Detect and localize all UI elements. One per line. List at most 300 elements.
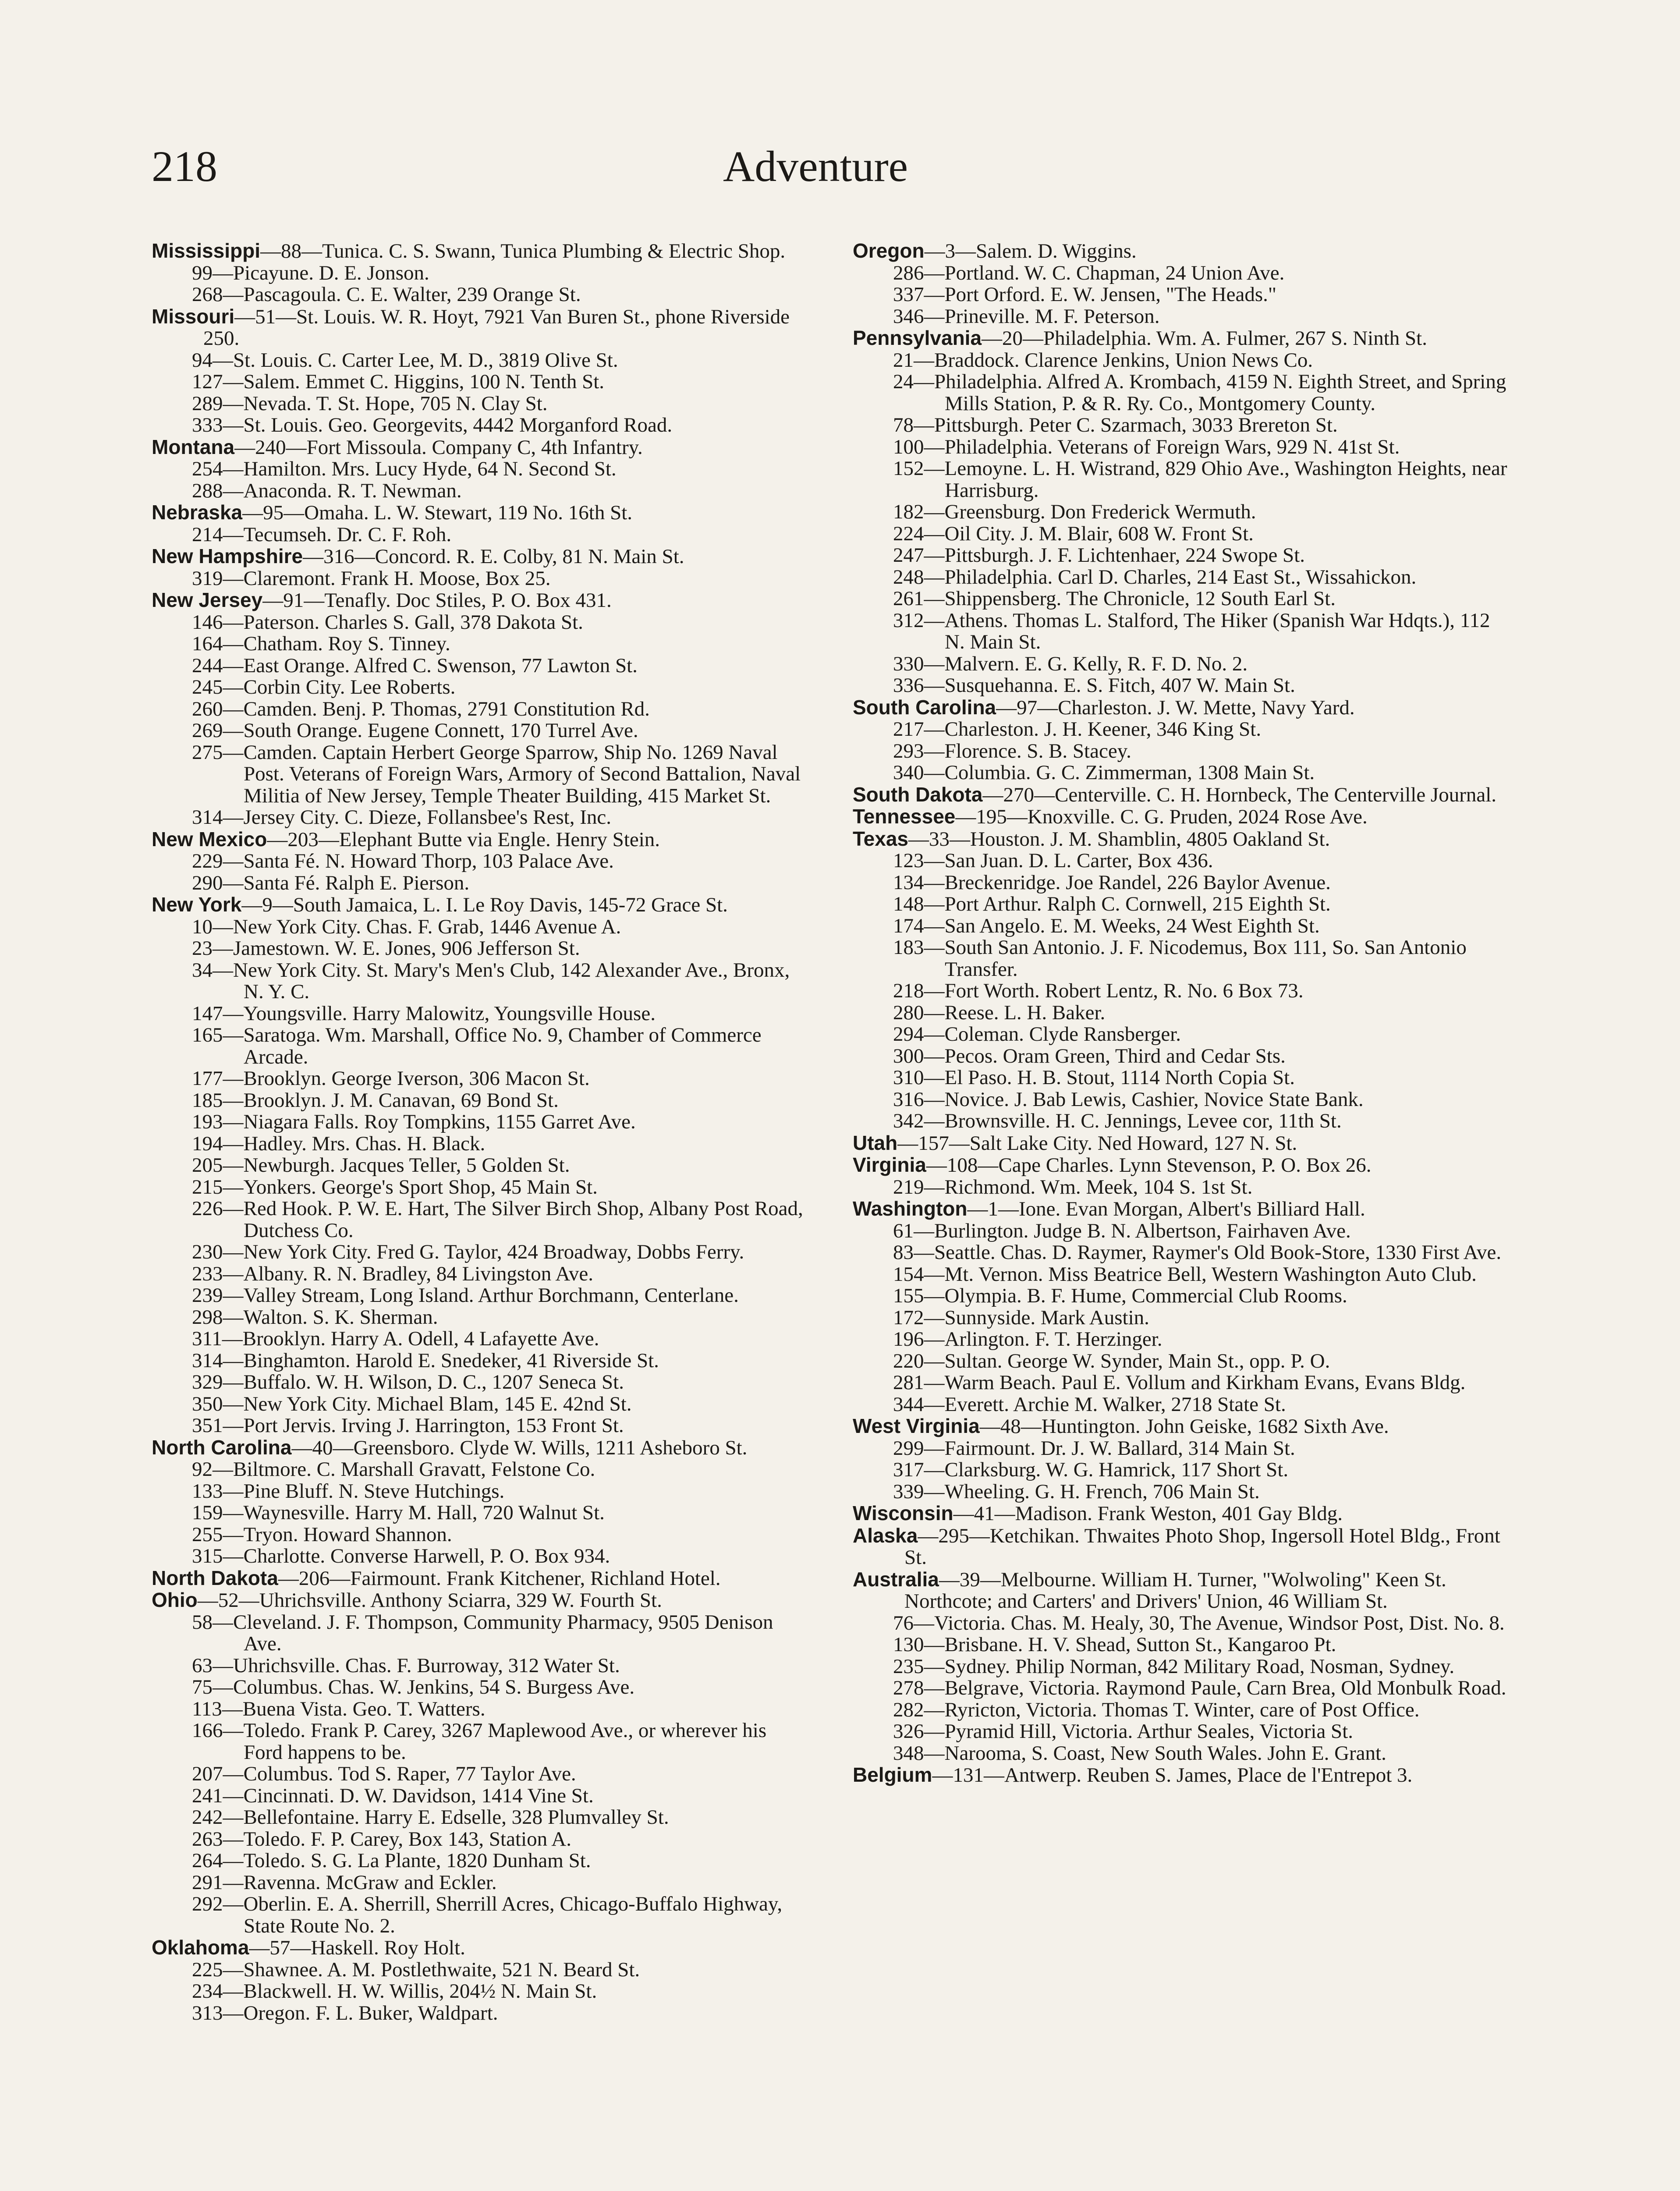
directory-entry bbox=[152, 633, 809, 655]
directory-entry bbox=[853, 762, 1510, 784]
entry-text: 205—Newburgh. Jacques Teller, 5 Golden St. bbox=[192, 1154, 570, 1177]
entry-text: 269—South Orange. Eugene Connett, 170 Turrel Ave. bbox=[192, 719, 638, 742]
entry-text: 218—Fort Worth. Robert Lentz, R. No. 6 Box 73. bbox=[893, 979, 1304, 1002]
entry-text: —20—Philadelphia. Wm. A. Fulmer, 267 S. Ninth St. bbox=[982, 327, 1427, 350]
directory-entry bbox=[853, 371, 1510, 415]
directory-entry bbox=[152, 1068, 809, 1090]
directory-entry bbox=[152, 240, 809, 262]
directory-entry bbox=[853, 806, 1510, 828]
entry-text: 146—Paterson. Charles S. Gall, 378 Dakota St. bbox=[192, 610, 583, 634]
directory-entry bbox=[152, 284, 809, 306]
directory-entry bbox=[853, 1699, 1510, 1721]
entry-text: 113—Buena Vista. Geo. T. Watters. bbox=[192, 1697, 486, 1720]
entry-text: 294—Coleman. Clyde Ransberger. bbox=[893, 1023, 1181, 1046]
state-name: Australia bbox=[853, 1567, 939, 1591]
directory-entry bbox=[853, 1046, 1510, 1067]
directory-entry bbox=[152, 829, 809, 851]
directory-entry bbox=[853, 1089, 1510, 1111]
entry-text: 185—Brooklyn. J. M. Canavan, 69 Bond St. bbox=[192, 1088, 559, 1112]
entry-text: 75—Columbus. Chas. W. Jenkins, 54 S. Burgess Ave. bbox=[192, 1676, 635, 1698]
entry-text: 92—Biltmore. C. Marshall Gravatt, Felstone Co. bbox=[192, 1458, 595, 1481]
directory-entry bbox=[152, 1655, 809, 1677]
entry-text: 298—Walton. S. K. Sherman. bbox=[192, 1305, 438, 1329]
entry-text: 147—Youngsville. Harry Malowitz, Youngsville House. bbox=[192, 1002, 656, 1025]
entry-text: 155—Olympia. B. F. Hume, Commercial Club Rooms. bbox=[893, 1284, 1347, 1307]
state-name: New Hampshire bbox=[152, 545, 303, 567]
directory-entry bbox=[152, 415, 809, 436]
directory-entry bbox=[152, 1850, 809, 1872]
directory-entry bbox=[152, 1198, 809, 1241]
directory-entry bbox=[152, 1090, 809, 1112]
entry-text: 63—Uhrichsville. Chas. F. Burroway, 312 Water St. bbox=[192, 1654, 620, 1677]
entry-text: 94—St. Louis. C. Carter Lee, M. D., 3819 Olive St. bbox=[192, 348, 618, 372]
directory-entry bbox=[853, 262, 1510, 284]
directory-entry bbox=[152, 1567, 809, 1590]
directory-entry bbox=[853, 1067, 1510, 1089]
directory-entry bbox=[853, 980, 1510, 1002]
directory-entry bbox=[152, 612, 809, 634]
entry-text: 217—Charleston. J. H. Keener, 346 King St. bbox=[893, 718, 1262, 741]
directory-entry bbox=[853, 588, 1510, 610]
entry-text: 219—Richmond. Wm. Meek, 104 S. 1st St. bbox=[893, 1175, 1253, 1198]
state-name: Utah bbox=[853, 1131, 898, 1154]
directory-entry bbox=[853, 1656, 1510, 1678]
entry-text: 225—Shawnee. A. M. Postlethwaite, 521 N. Beard St. bbox=[192, 1958, 640, 1981]
directory-entry bbox=[853, 1132, 1510, 1155]
entry-text: 24—Philadelphia. Alfred A. Krombach, 4159 N. Eighth Street, and Spring Mills Station, P. & R. Ry. Co., Montgomery County. bbox=[893, 370, 1506, 415]
entry-text: 288—Anaconda. R. T. Newman. bbox=[192, 479, 462, 502]
entry-text: 174—San Angelo. E. M. Weeks, 24 West Eighth St. bbox=[893, 914, 1320, 937]
entry-text: 299—Fairmount. Dr. J. W. Ballard, 314 Main St. bbox=[893, 1436, 1295, 1460]
entry-text: 164—Chatham. Roy S. Tinney. bbox=[192, 632, 450, 655]
directory-entry bbox=[152, 1285, 809, 1307]
directory-entry bbox=[152, 458, 809, 480]
entry-text: 261—Shippensberg. The Chronicle, 12 South Earl St. bbox=[893, 587, 1336, 610]
entry-text: 342—Brownsville. H. C. Jennings, Levee cor, 11th St. bbox=[893, 1110, 1342, 1132]
entry-text: 61—Burlington. Judge B. N. Albertson, Fairhaven Ave. bbox=[893, 1219, 1351, 1242]
directory-entry bbox=[853, 1481, 1510, 1503]
entry-text: 275—Camden. Captain Herbert George Sparrow, Ship No. 1269 Naval Post. Veterans of Foreign Wars, Armory of Second Battalion, Naval Militia of New Jersey, Temple Theater Building, 415 Market St. bbox=[192, 741, 801, 807]
entry-text: 326—Pyramid Hill, Victoria. Arthur Seales, Victoria St. bbox=[893, 1720, 1353, 1743]
directory-entry bbox=[152, 1415, 809, 1437]
entry-text: 226—Red Hook. P. W. E. Hart, The Silver Birch Shop, Albany Post Road, Dutchess Co. bbox=[192, 1197, 803, 1242]
directory-entry bbox=[853, 1721, 1510, 1743]
page-number: 218 bbox=[152, 142, 217, 191]
directory-entry bbox=[152, 350, 809, 372]
directory-entry bbox=[853, 850, 1510, 872]
entry-text: 255—Tryon. Howard Shannon. bbox=[192, 1523, 452, 1546]
entry-text: 215—Yonkers. George's Sport Shop, 45 Main St. bbox=[192, 1175, 598, 1198]
directory-entry bbox=[152, 916, 809, 938]
directory-entry bbox=[853, 1329, 1510, 1351]
entry-text: 311—Brooklyn. Harry A. Odell, 4 Lafayette Ave. bbox=[192, 1327, 599, 1350]
directory-entry bbox=[152, 1698, 809, 1720]
entry-text: 282—Ryricton, Victoria. Thomas T. Winter, care of Post Office. bbox=[893, 1698, 1420, 1721]
entry-text: —33—Houston. J. M. Shamblin, 4805 Oakland St. bbox=[908, 827, 1330, 851]
entry-text: 330—Malvern. E. G. Kelly, R. F. D. No. 2. bbox=[893, 652, 1248, 675]
state-name: North Dakota bbox=[152, 1566, 278, 1589]
entry-text: 214—Tecumseh. Dr. C. F. Roh. bbox=[192, 523, 452, 546]
directory-entry bbox=[152, 1937, 809, 1959]
directory-entry bbox=[152, 851, 809, 872]
entry-text: 241—Cincinnati. D. W. Davidson, 1414 Vine St. bbox=[192, 1784, 594, 1807]
state-name: South Carolina bbox=[853, 695, 996, 719]
entry-text: 248—Philadelphia. Carl D. Charles, 214 East St., Wissahickon. bbox=[893, 565, 1417, 589]
entry-text: 133—Pine Bluff. N. Steve Hutchings. bbox=[192, 1479, 505, 1503]
entry-text: 78—Pittsburgh. Peter C. Szarmach, 3033 Brereton St. bbox=[893, 414, 1338, 436]
directory-entry bbox=[853, 458, 1510, 501]
entry-text: 316—Novice. J. Bab Lewis, Cashier, Novice State Bank. bbox=[893, 1088, 1364, 1111]
directory-entry bbox=[152, 1524, 809, 1546]
entry-text: 245—Corbin City. Lee Roberts. bbox=[192, 676, 456, 698]
directory-entry bbox=[853, 1415, 1510, 1438]
directory-entry bbox=[152, 1350, 809, 1372]
directory-entry bbox=[152, 436, 809, 459]
directory-entry bbox=[853, 1154, 1510, 1177]
directory-entry bbox=[152, 894, 809, 916]
directory-entry bbox=[853, 697, 1510, 719]
directory-entry bbox=[853, 1634, 1510, 1656]
right-column bbox=[853, 240, 1510, 1787]
entry-text: 154—Mt. Vernon. Miss Beatrice Bell, Western Washington Auto Club. bbox=[893, 1262, 1477, 1286]
entry-text: 23—Jamestown. W. E. Jones, 906 Jefferson St. bbox=[192, 937, 580, 960]
directory-entry bbox=[152, 655, 809, 677]
directory-entry bbox=[152, 1263, 809, 1285]
entry-text: 290—Santa Fé. Ralph E. Pierson. bbox=[192, 871, 470, 894]
entry-text: 336—Susquehanna. E. S. Fitch, 407 W. Main St. bbox=[893, 674, 1295, 697]
entry-text: 314—Binghamton. Harold E. Snedeker, 41 Riverside St. bbox=[192, 1349, 659, 1372]
directory-entry bbox=[152, 1502, 809, 1524]
entry-text: 278—Belgrave, Victoria. Raymond Paule, Carn Brea, Old Monbulk Road. bbox=[893, 1677, 1506, 1699]
directory-entry bbox=[853, 327, 1510, 350]
entry-text: 247—Pittsburgh. J. F. Lichtenhaer, 224 Swope St. bbox=[893, 544, 1305, 567]
entry-text: 244—East Orange. Alfred C. Swenson, 77 Lawton St. bbox=[192, 654, 638, 677]
entry-text: 196—Arlington. F. T. Herzinger. bbox=[893, 1328, 1163, 1351]
state-name: North Carolina bbox=[152, 1436, 292, 1459]
entry-text: 166—Toledo. Frank P. Carey, 3267 Maplewood Ave., or wherever his Ford happens to be. bbox=[192, 1719, 767, 1764]
entry-text: —40—Greensboro. Clyde W. Wills, 1211 Asheboro St. bbox=[291, 1436, 748, 1459]
directory-entry bbox=[152, 677, 809, 698]
state-name: Washington bbox=[853, 1197, 968, 1220]
directory-entry bbox=[152, 524, 809, 546]
entry-text: 152—Lemoyne. L. H. Wistrand, 829 Ohio Ave., Washington Heights, near Harrisburg. bbox=[893, 457, 1507, 502]
directory-entry bbox=[853, 1677, 1510, 1699]
directory-entry bbox=[152, 1763, 809, 1785]
entry-text: 194—Hadley. Mrs. Chas. H. Black. bbox=[192, 1132, 486, 1155]
directory-entry bbox=[853, 1351, 1510, 1372]
entry-text: 123—San Juan. D. L. Carter, Box 436. bbox=[893, 849, 1213, 872]
state-name: Missouri bbox=[152, 305, 235, 328]
entry-text: 224—Oil City. J. M. Blair, 608 W. Front St. bbox=[893, 522, 1254, 545]
entry-text: —39—Melbourne. William H. Turner, "Wolwoling" Keen St. Northcote; and Carters' and Drivers' Union, 46 William St. bbox=[904, 1568, 1446, 1613]
entry-text: —240—Fort Missoula. Company C, 4th Infantry. bbox=[234, 436, 643, 459]
directory-entry bbox=[152, 1807, 809, 1829]
entry-text: 165—Saratoga. Wm. Marshall, Office No. 9, Chamber of Commerce Arcade. bbox=[192, 1024, 762, 1068]
entry-text: 134—Breckenridge. Joe Randel, 226 Baylor Avenue. bbox=[893, 871, 1331, 894]
entry-text: 235—Sydney. Philip Norman, 842 Military Road, Nosman, Sydney. bbox=[893, 1655, 1455, 1678]
directory-entry bbox=[152, 1307, 809, 1329]
entry-text: —95—Omaha. L. W. Stewart, 119 No. 16th St. bbox=[242, 501, 633, 524]
directory-entry bbox=[152, 872, 809, 894]
directory-entry bbox=[853, 1503, 1510, 1525]
entry-text: —270—Centerville. C. H. Hornbeck, The Centerville Journal. bbox=[982, 783, 1497, 806]
directory-entry bbox=[152, 262, 809, 284]
directory-entry bbox=[853, 1743, 1510, 1765]
directory-entry bbox=[152, 1111, 809, 1133]
entry-text: —3—Salem. D. Wiggins. bbox=[924, 240, 1137, 262]
entry-text: 314—Jersey City. C. Dieze, Follansbee's Rest, Inc. bbox=[192, 806, 612, 829]
directory-entry bbox=[152, 742, 809, 807]
entry-text: 315—Charlotte. Converse Harwell, P. O. Box 934. bbox=[192, 1545, 610, 1567]
directory-entry bbox=[152, 960, 809, 1003]
directory-entry bbox=[152, 1459, 809, 1481]
entry-text: —295—Ketchikan. Thwaites Photo Shop, Ingersoll Hotel Bldg., Front St. bbox=[904, 1524, 1500, 1569]
directory-entry bbox=[152, 546, 809, 568]
entry-text: 100—Philadelphia. Veterans of Foreign Wars, 929 N. 41st St. bbox=[893, 435, 1400, 458]
directory-entry bbox=[853, 1372, 1510, 1394]
directory-entry bbox=[853, 306, 1510, 328]
entry-text: 127—Salem. Emmet C. Higgins, 100 N. Tenth St. bbox=[192, 370, 605, 393]
entry-text: 83—Seattle. Chas. D. Raymer, Raymer's Old Book-Store, 1330 First Ave. bbox=[893, 1241, 1502, 1264]
entry-text: 346—Prineville. M. F. Peterson. bbox=[893, 305, 1160, 328]
entry-text: 339—Wheeling. G. H. French, 706 Main St. bbox=[893, 1480, 1260, 1503]
entry-text: 329—Buffalo. W. H. Wilson, D. C., 1207 Seneca St. bbox=[192, 1371, 624, 1393]
directory-entry bbox=[152, 568, 809, 590]
directory-entry bbox=[152, 371, 809, 393]
directory-entry bbox=[853, 1307, 1510, 1329]
directory-entry bbox=[152, 1546, 809, 1567]
left-column bbox=[152, 240, 809, 2024]
entry-text: 230—New York City. Fred G. Taylor, 424 Broadway, Dobbs Ferry. bbox=[192, 1241, 744, 1263]
entry-text: —195—Knoxville. C. G. Pruden, 2024 Rose Ave. bbox=[955, 805, 1368, 828]
directory-entry bbox=[853, 937, 1510, 980]
entry-text: 292—Oberlin. E. A. Sherrill, Sherrill Acres, Chicago-Buffalo Highway, State Route No. 2. bbox=[192, 1893, 783, 1937]
directory-entry bbox=[853, 1459, 1510, 1481]
entry-text: 10—New York City. Chas. F. Grab, 1446 Avenue A. bbox=[192, 915, 621, 938]
directory-entry bbox=[152, 1133, 809, 1155]
directory-entry bbox=[152, 1720, 809, 1763]
directory-entry bbox=[853, 501, 1510, 523]
directory-entry bbox=[152, 1393, 809, 1415]
entry-text: 333—St. Louis. Geo. Georgevits, 4442 Morganford Road. bbox=[192, 414, 673, 436]
directory-entry bbox=[853, 350, 1510, 372]
directory-entry bbox=[152, 1437, 809, 1459]
entry-text: 229—Santa Fé. N. Howard Thorp, 103 Palace Ave. bbox=[192, 850, 614, 872]
directory-entry bbox=[152, 1328, 809, 1350]
directory-entry bbox=[152, 1241, 809, 1263]
entry-text: —51—St. Louis. W. R. Hoyt, 7921 Van Buren St., phone Riverside 250. bbox=[203, 305, 790, 350]
directory-entry bbox=[853, 893, 1510, 915]
directory-entry bbox=[853, 1242, 1510, 1264]
directory-entry bbox=[152, 480, 809, 502]
entry-text: —1—Ione. Evan Morgan, Albert's Billiard Hall. bbox=[967, 1198, 1365, 1220]
directory-entry bbox=[853, 1764, 1510, 1787]
directory-entry bbox=[853, 1177, 1510, 1198]
directory-entry bbox=[853, 1002, 1510, 1024]
entry-text: 148—Port Arthur. Ralph C. Cornwell, 215 Eighth St. bbox=[893, 893, 1331, 915]
entry-text: 350—New York City. Michael Blam, 145 E. 42nd St. bbox=[192, 1392, 632, 1415]
directory-entry bbox=[853, 915, 1510, 937]
directory-entry bbox=[853, 741, 1510, 762]
entry-text: —57—Haskell. Roy Holt. bbox=[249, 1936, 465, 1959]
entry-text: —157—Salt Lake City. Ned Howard, 127 N. St. bbox=[897, 1131, 1297, 1155]
directory-entry bbox=[152, 938, 809, 960]
directory-entry bbox=[853, 567, 1510, 589]
entry-text: 172—Sunnyside. Mark Austin. bbox=[893, 1306, 1149, 1329]
entry-text: 260—Camden. Benj. P. Thomas, 2791 Constitution Rd. bbox=[192, 697, 650, 720]
state-name: New Mexico bbox=[152, 827, 267, 851]
directory-entry bbox=[853, 653, 1510, 675]
entry-text: —41—Madison. Frank Weston, 401 Gay Bldg. bbox=[953, 1502, 1343, 1525]
directory-entry bbox=[152, 1003, 809, 1025]
directory-entry bbox=[853, 523, 1510, 545]
entry-text: 286—Portland. W. C. Chapman, 24 Union Ave. bbox=[893, 261, 1285, 284]
directory-entry bbox=[853, 1613, 1510, 1634]
entry-text: 99—Picayune. D. E. Jonson. bbox=[192, 261, 429, 284]
entry-text: 317—Clarksburg. W. G. Hamrick, 117 Short St. bbox=[893, 1458, 1289, 1481]
entry-text: 58—Cleveland. J. F. Thompson, Community Pharmacy, 9505 Denison Ave. bbox=[192, 1610, 773, 1655]
entry-text: 34—New York City. St. Mary's Men's Club, 142 Alexander Ave., Bronx, N. Y. C. bbox=[192, 958, 790, 1003]
entry-text: 348—Narooma, S. Coast, New South Wales. John E. Grant. bbox=[893, 1741, 1386, 1765]
entry-text: —9—South Jamaica, L. I. Le Roy Davis, 145-72 Grace St. bbox=[241, 893, 728, 916]
directory-entry bbox=[853, 1438, 1510, 1460]
directory-entry bbox=[853, 436, 1510, 458]
entry-text: 220—Sultan. George W. Synder, Main St., opp. P. O. bbox=[893, 1349, 1330, 1372]
directory-entry bbox=[152, 306, 809, 350]
directory-entry bbox=[853, 1394, 1510, 1416]
directory-entry bbox=[152, 807, 809, 829]
entry-text: 183—South San Antonio. J. F. Nicodemus, Box 111, So. San Antonio Transfer. bbox=[893, 936, 1467, 981]
state-name: Oregon bbox=[853, 239, 925, 262]
entry-text: 182—Greensburg. Don Frederick Wermuth. bbox=[893, 500, 1256, 523]
directory-entry bbox=[853, 784, 1510, 806]
directory-entry bbox=[152, 1589, 809, 1612]
entry-text: —206—Fairmount. Frank Kitchener, Richland Hotel. bbox=[278, 1567, 721, 1590]
directory-entry bbox=[853, 1024, 1510, 1046]
directory-entry bbox=[152, 720, 809, 742]
entry-text: 130—Brisbane. H. V. Shead, Sutton St., Kangaroo Pt. bbox=[893, 1633, 1336, 1656]
directory-entry bbox=[853, 415, 1510, 436]
state-name: Montana bbox=[152, 435, 235, 458]
directory-entry bbox=[152, 1981, 809, 2003]
directory-entry bbox=[152, 1481, 809, 1503]
directory-entry bbox=[853, 545, 1510, 567]
directory-entry bbox=[152, 2003, 809, 2024]
directory-entry bbox=[152, 1155, 809, 1177]
state-name: West Virginia bbox=[853, 1415, 980, 1437]
directory-entry bbox=[152, 1959, 809, 1981]
directory-entry bbox=[853, 240, 1510, 262]
state-name: Texas bbox=[853, 827, 909, 850]
entry-text: 280—Reese. L. H. Baker. bbox=[893, 1001, 1106, 1024]
entry-text: 254—Hamilton. Mrs. Lucy Hyde, 64 N. Second St. bbox=[192, 457, 617, 480]
directory-entry bbox=[152, 1372, 809, 1393]
entry-text: 264—Toledo. S. G. La Plante, 1820 Dunham St. bbox=[192, 1849, 591, 1872]
entry-text: —131—Antwerp. Reuben S. James, Place de l'Entrepot 3. bbox=[932, 1764, 1413, 1787]
directory-entry bbox=[853, 1110, 1510, 1132]
entry-text: —48—Huntington. John Geiske, 1682 Sixth Ave. bbox=[979, 1415, 1389, 1438]
entry-text: 242—Bellefontaine. Harry E. Edselle, 328 Plumvalley St. bbox=[192, 1806, 669, 1829]
directory-entry bbox=[853, 675, 1510, 697]
directory-entry bbox=[853, 1198, 1510, 1220]
entry-text: 76—Victoria. Chas. M. Healy, 30, The Avenue, Windsor Post, Dist. No. 8. bbox=[893, 1611, 1505, 1634]
directory-entry bbox=[152, 1612, 809, 1655]
entry-text: 291—Ravenna. McGraw and Eckler. bbox=[192, 1871, 497, 1894]
directory-entry bbox=[152, 393, 809, 415]
entry-text: 268—Pascagoula. C. E. Walter, 239 Orange St. bbox=[192, 283, 581, 306]
entry-text: —97—Charleston. J. W. Mette, Navy Yard. bbox=[996, 696, 1355, 719]
directory-entry bbox=[853, 1220, 1510, 1242]
entry-text: 239—Valley Stream, Long Island. Arthur Borchmann, Centerlane. bbox=[192, 1284, 739, 1307]
state-name: New Jersey bbox=[152, 589, 263, 611]
page-title: Adventure bbox=[723, 142, 908, 191]
state-name: Mississippi bbox=[152, 239, 260, 262]
directory-entry bbox=[152, 1893, 809, 1937]
state-name: Tennessee bbox=[853, 805, 956, 828]
entry-text: 319—Claremont. Frank H. Moose, Box 25. bbox=[192, 567, 551, 590]
entry-text: —108—Cape Charles. Lynn Stevenson, P. O. Box 26. bbox=[926, 1154, 1372, 1177]
directory-entry bbox=[152, 1829, 809, 1851]
entry-text: 293—Florence. S. B. Stacey. bbox=[893, 739, 1131, 762]
entry-text: —203—Elephant Butte via Engle. Henry Stein. bbox=[267, 828, 660, 851]
state-name: Pennsylvania bbox=[853, 326, 982, 349]
state-name: New York bbox=[152, 893, 242, 916]
directory-entry bbox=[853, 719, 1510, 741]
state-name: Virginia bbox=[853, 1153, 926, 1176]
state-name: Wisconsin bbox=[853, 1502, 953, 1524]
directory-entry bbox=[853, 1264, 1510, 1286]
directory-entry bbox=[853, 828, 1510, 851]
directory-entry bbox=[152, 1177, 809, 1198]
state-name: Oklahoma bbox=[152, 1936, 249, 1959]
state-name: Ohio bbox=[152, 1588, 198, 1611]
directory-entry bbox=[853, 610, 1510, 653]
entry-text: —91—Tenafly. Doc Stiles, P. O. Box 431. bbox=[262, 589, 612, 612]
directory-entry bbox=[152, 1677, 809, 1698]
entry-text: 234—Blackwell. H. W. Willis, 204½ N. Main St. bbox=[192, 1980, 597, 2003]
directory-entry bbox=[152, 1872, 809, 1894]
entry-text: 337—Port Orford. E. W. Jensen, "The Heads." bbox=[893, 283, 1277, 306]
directory-entry bbox=[853, 1285, 1510, 1307]
entry-text: 340—Columbia. G. C. Zimmerman, 1308 Main St. bbox=[893, 761, 1315, 784]
state-name: Belgium bbox=[853, 1763, 932, 1786]
entry-text: 351—Port Jervis. Irving J. Harrington, 153 Front St. bbox=[192, 1414, 624, 1437]
entry-text: 193—Niagara Falls. Roy Tompkins, 1155 Garret Ave. bbox=[192, 1110, 636, 1133]
directory-entry bbox=[152, 698, 809, 720]
directory-entry bbox=[853, 284, 1510, 306]
directory-entry bbox=[853, 872, 1510, 894]
entry-text: —316—Concord. R. E. Colby, 81 N. Main St. bbox=[303, 545, 684, 568]
entry-text: 263—Toledo. F. P. Carey, Box 143, Station A. bbox=[192, 1827, 571, 1851]
directory-entry bbox=[152, 1025, 809, 1068]
entry-text: 310—El Paso. H. B. Stout, 1114 North Copia St. bbox=[893, 1066, 1295, 1089]
directory-entry bbox=[152, 1785, 809, 1807]
entry-text: 344—Everett. Archie M. Walker, 2718 State St. bbox=[893, 1393, 1286, 1416]
entry-text: 177—Brooklyn. George Iverson, 306 Macon St. bbox=[192, 1067, 590, 1090]
entry-text: 233—Albany. R. N. Bradley, 84 Livingston Ave. bbox=[192, 1262, 593, 1285]
entry-text: 207—Columbus. Tod S. Raper, 77 Taylor Ave. bbox=[192, 1762, 576, 1785]
state-name: South Dakota bbox=[853, 783, 983, 806]
directory-entry bbox=[853, 1525, 1510, 1569]
directory-entry bbox=[853, 1569, 1510, 1613]
entry-text: 159—Waynesville. Harry M. Hall, 720 Walnut St. bbox=[192, 1501, 605, 1524]
entry-text: —52—Uhrichsville. Anthony Sciarra, 329 W. Fourth St. bbox=[197, 1589, 662, 1612]
entry-text: 312—Athens. Thomas L. Stalford, The Hiker (Spanish War Hdqts.), 112 N. Main St. bbox=[893, 609, 1490, 653]
entry-text: 281—Warm Beach. Paul E. Vollum and Kirkham Evans, Evans Bldg. bbox=[893, 1371, 1466, 1394]
entry-text: —88—Tunica. C. S. Swann, Tunica Plumbing & Electric Shop. bbox=[260, 240, 786, 262]
entry-text: 300—Pecos. Oram Green, Third and Cedar Sts. bbox=[893, 1044, 1286, 1067]
entry-text: 289—Nevada. T. St. Hope, 705 N. Clay St. bbox=[192, 392, 548, 415]
